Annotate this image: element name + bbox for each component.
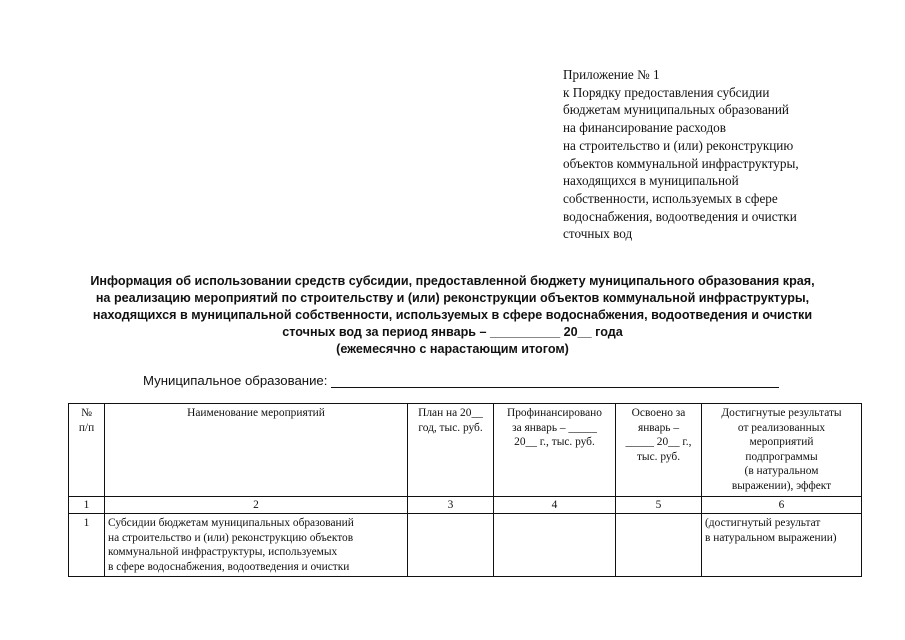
appendix-line: Приложение № 1 — [563, 67, 660, 82]
row-financed — [494, 514, 616, 577]
table-row — [69, 514, 862, 577]
appendix-line: к Порядку предоставления субсидии — [563, 84, 770, 100]
column-number: 5 — [616, 497, 702, 514]
table-header-row — [69, 404, 862, 497]
appendix-line: на финансирование расходов — [563, 120, 727, 136]
row-number: 1 — [69, 514, 105, 577]
column-number: 4 — [494, 497, 616, 514]
header-number: № п/п — [69, 404, 105, 497]
appendix-line: собственности, используемых в сфере — [563, 190, 778, 206]
column-number: 3 — [408, 497, 494, 514]
appendix-block — [563, 66, 863, 243]
header-name: Наименование мероприятий — [105, 404, 408, 497]
column-number: 2 — [105, 497, 408, 514]
document-title — [40, 273, 865, 358]
appendix-line: бюджетам муниципальных образований — [563, 102, 789, 118]
municipality-fill-line — [331, 373, 779, 388]
title-line: Информация об использовании средств субсидии, предоставленной бюджету муниципального образования края, — [90, 274, 815, 288]
row-plan — [408, 514, 494, 577]
column-number: 6 — [702, 497, 862, 514]
row-name-line: на строительство и (или) реконструкцию объектов — [108, 531, 354, 544]
appendix-line: сточных вод — [563, 226, 633, 242]
header-results: Достигнутые результаты от реализованных мероприятий подпрограммы (в натуральном выражении), эффект — [702, 404, 862, 497]
header-plan: План на 20__ год, тыс. руб. — [408, 404, 494, 497]
appendix-line: водоснабжения, водоотведения и очистки — [563, 208, 797, 224]
municipality-label: Муниципальное образование: — [143, 373, 328, 388]
municipality-field — [143, 373, 793, 388]
title-line: (ежемесячно с нарастающим итогом) — [336, 342, 569, 356]
row-name-line: коммунальной инфраструктуры, используемых — [108, 546, 338, 558]
appendix-line: объектов коммунальной инфраструктуры, — [563, 155, 799, 171]
row-name-line: в сфере водоснабжения, водоотведения и очистки — [108, 560, 350, 573]
row-name-line: Субсидии бюджетам муниципальных образований — [108, 517, 354, 529]
appendix-line: на строительство и (или) реконструкцию — [563, 137, 794, 153]
header-mastered: Освоено за январь – _____ 20__ г., тыс. руб. — [616, 404, 702, 497]
column-number: 1 — [69, 497, 105, 514]
report-table — [68, 403, 862, 577]
row-name — [105, 514, 408, 577]
appendix-line: находящихся в муниципальной — [563, 173, 739, 189]
title-line: на реализацию мероприятий по строительству и (или) реконструкции объектов коммунальной инфраструктуры, — [95, 291, 810, 305]
title-line: сточных вод за период январь – __________ 20__ года — [282, 325, 623, 339]
row-mastered — [616, 514, 702, 577]
row-result: (достигнутый результат в натуральном выражении) — [702, 514, 862, 577]
header-financed: Профинансировано за январь – _____ 20__ г., тыс. руб. — [494, 404, 616, 497]
column-number-row — [69, 497, 862, 514]
title-line: находящихся в муниципальной собственности, используемых в сфере водоснабжения, водоотведения и очистки — [92, 308, 813, 322]
